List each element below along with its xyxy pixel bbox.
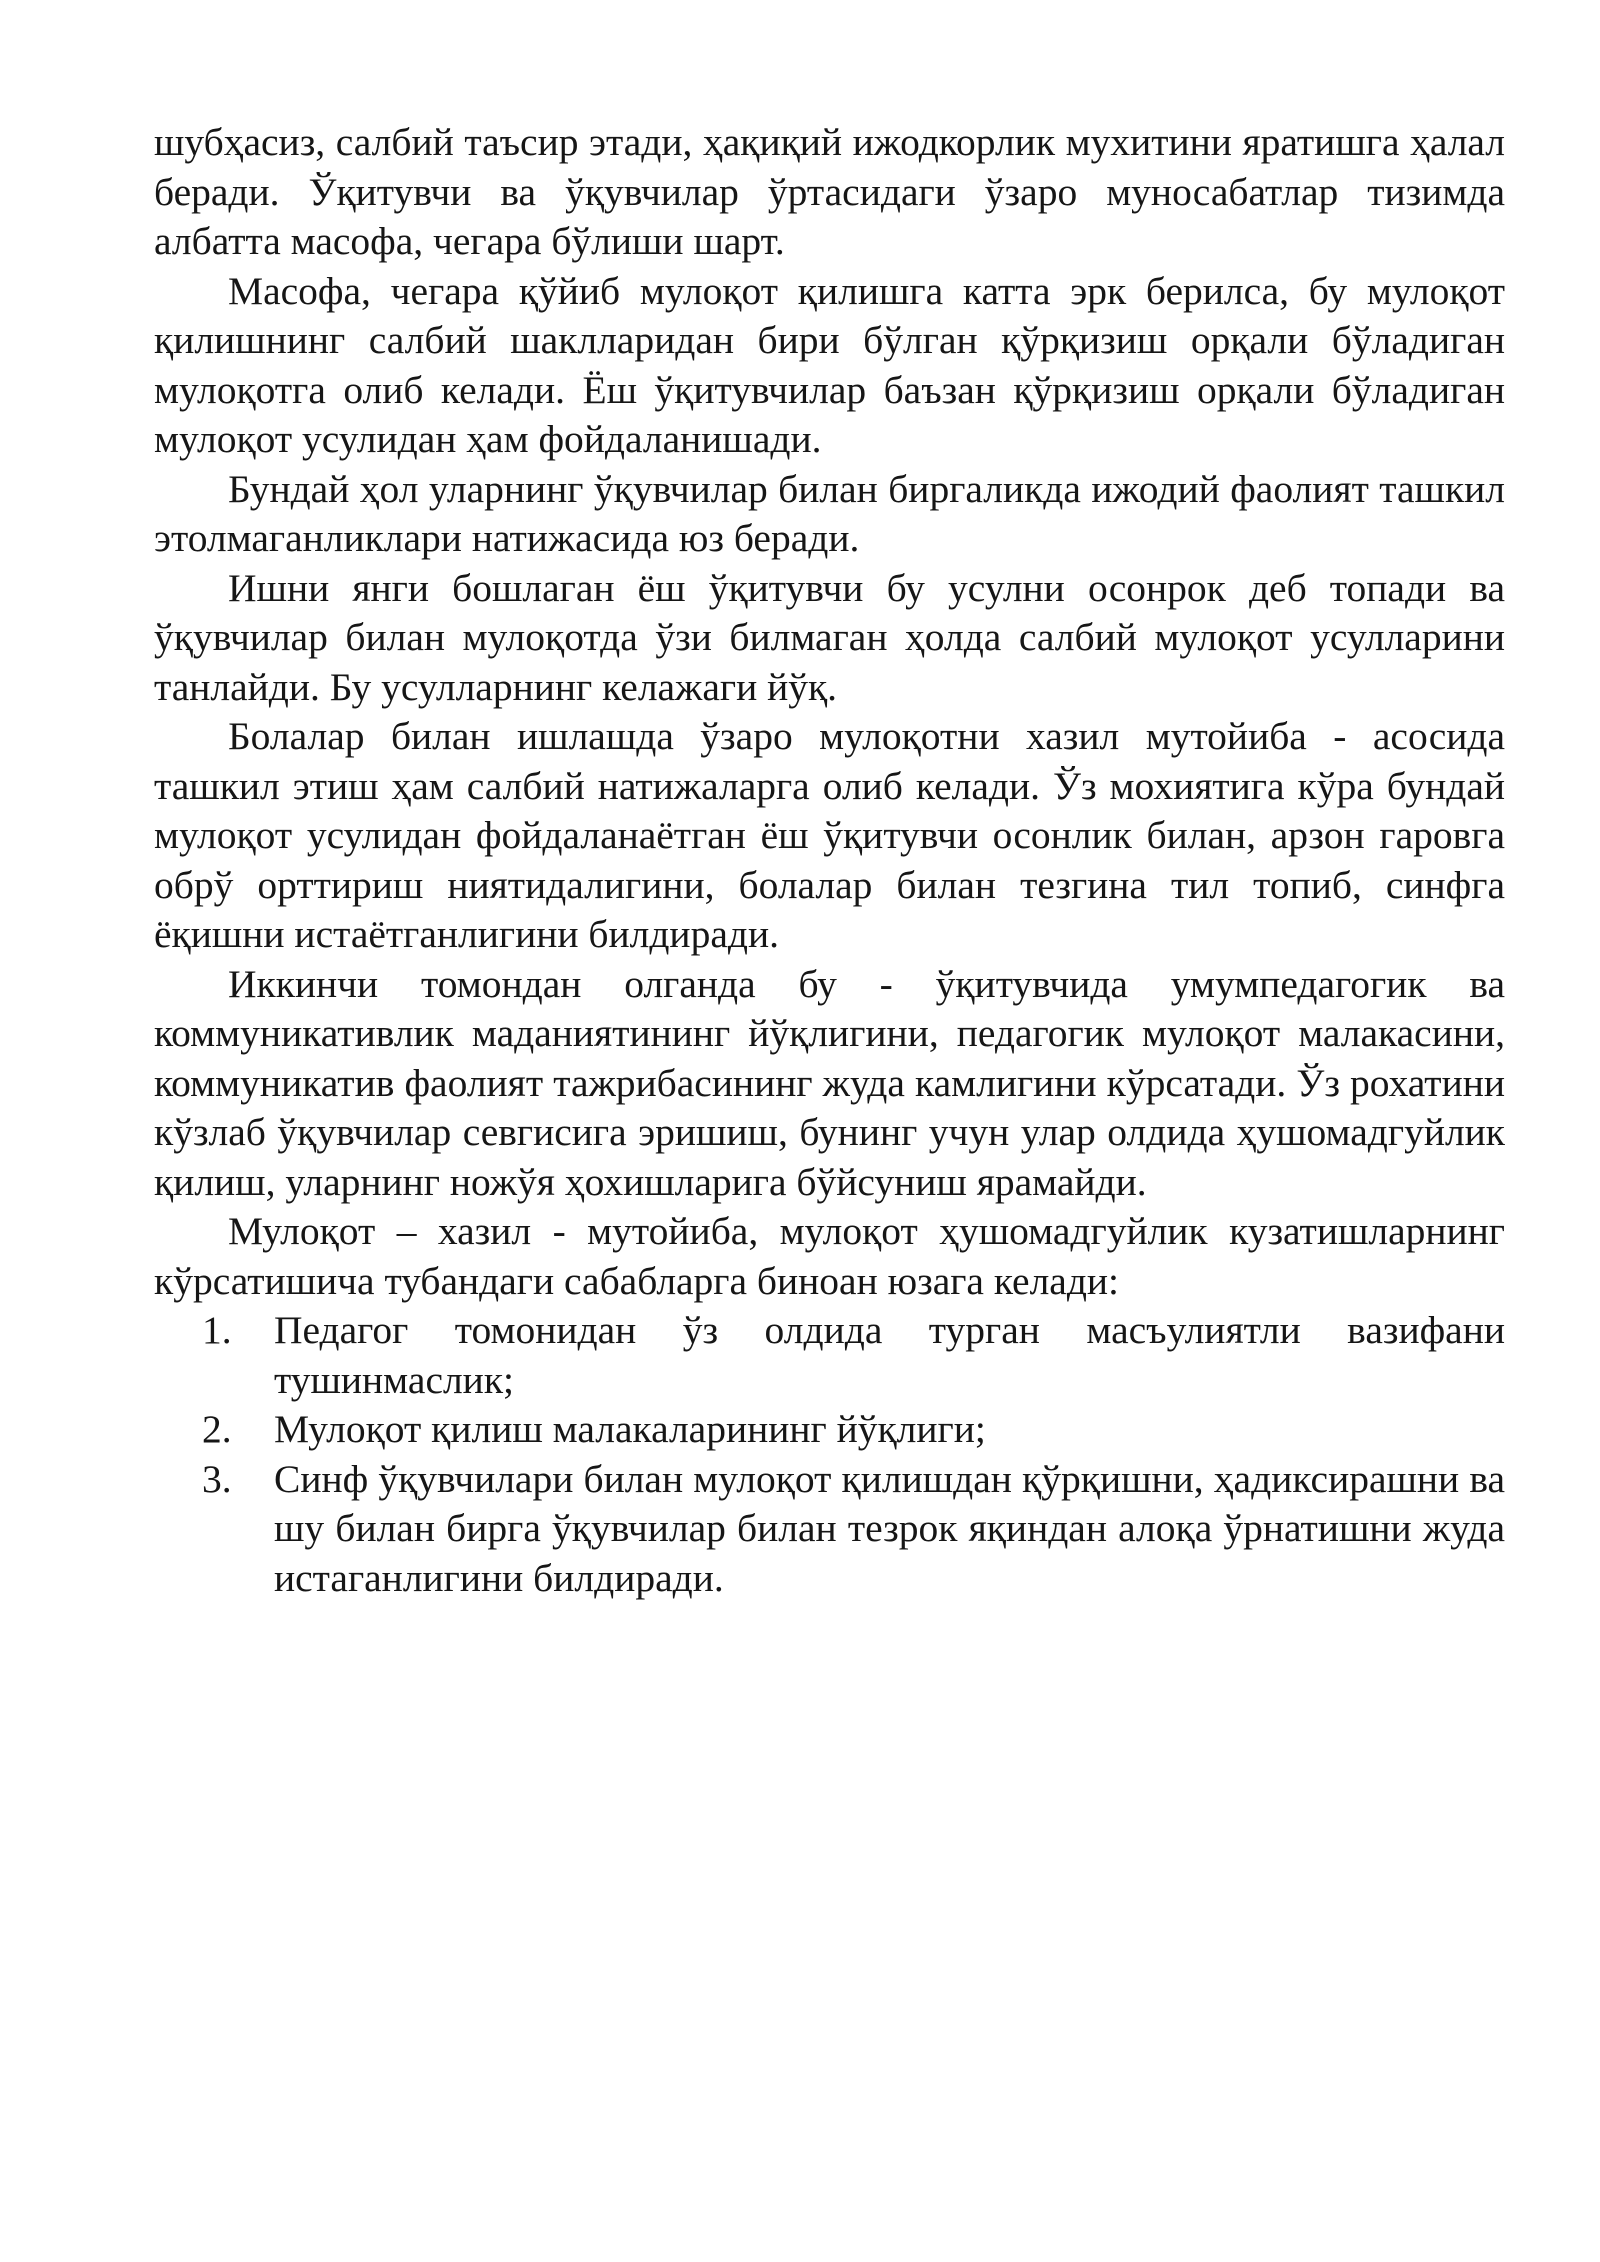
list-item-text: Мулоқот қилиш малакаларининг йўқлиги; — [274, 1407, 986, 1451]
paragraph: Иккинчи томондан олганда бу - ўқитувчида умумпедагогик ва коммуникативлик маданиятининг йўқлигини, педагогик мулоқот малакасини, коммуникатив фаолият тажрибасининг жуда камлигини кўрсатади. Ўз рохатини кўзлаб ўқувчилар севгисига эришиш, бунинг учун улар олдида ҳушомадгуйлик қилиш, уларнинг ножўя ҳохишларига бўйсуниш ярамайди. — [154, 961, 1505, 1204]
list-item-number: 2. — [202, 1407, 232, 1451]
list-item-number: 3. — [202, 1456, 232, 1501]
paragraph: шубҳасиз, салбий таъсир этади, ҳақиқий ижодкорлик мухитини яратишга ҳалал беради. Ўқитувчи ва ўқувчилар ўртасидаги ўзаро муносабатлар тизимда албатта масофа, чегара бўлиши шарт. — [154, 120, 1505, 263]
document-page — [154, 118, 1505, 1603]
numbered-list — [154, 1306, 1505, 1603]
list-item-text: Педагог томонидан ўз олдида турган масъулиятли вазифани тушинмаслик; — [274, 1308, 1505, 1402]
list-item — [154, 1306, 1505, 1405]
list-item-number: 1. — [202, 1308, 232, 1352]
paragraph: Масофа, чегара қўйиб мулоқот қилишга катта эрк берилса, бу мулоқот қилишнинг салбий шаклларидан бири бўлган қўрқизиш орқали бўладиган мулоқотга олиб келади. Ёш ўқитувчилар баъзан қўрқизиш орқали бўладиган мулоқот усулидан ҳам фойдаланишади. — [154, 268, 1505, 461]
list-item — [154, 1455, 1505, 1604]
paragraph: Ишни янги бошлаган ёш ўқитувчи бу усулни осонрок деб топади ва ўқувчилар билан мулоқотда ўзи билмаган ҳолда салбий мулоқот усулларини танлайди. Бу усулларнинг келажаги йўқ. — [154, 565, 1505, 709]
paragraph: Болалар билан ишлашда ўзаро мулоқотни хазил мутойиба - асосида ташкил этиш ҳам салбий натижаларга олиб келади. Ўз мохиятига кўра бундай мулоқот усулидан фойдаланаётган ёш ўқитувчи осонлик билан, арзон гаровга обрў орттириш ниятидалигини, болалар билан тезгина тил топиб, синфга ёқишни истаётганлигини билдиради. — [154, 714, 1505, 956]
paragraph: Мулоқот – хазил - мутойиба, мулоқот ҳушомадгуйлик кузатишларнинг кўрсатишича тубандаги сабабларга биноан юзага келади: — [154, 1209, 1505, 1303]
list-item — [154, 1405, 1505, 1455]
list-item-text: Синф ўқувчилари билан мулоқот қилишдан қўрқишни, ҳадиксирашни ва шу билан бирга ўқувчилар билан тезрок яқиндан алоқа ўрнатишни жуда истаганлигини билдиради. — [274, 1456, 1505, 1600]
paragraph: Бундай ҳол уларнинг ўқувчилар билан биргаликда ижодий фаолият ташкил этолмаганликлари натижасида юз беради. — [154, 466, 1505, 560]
